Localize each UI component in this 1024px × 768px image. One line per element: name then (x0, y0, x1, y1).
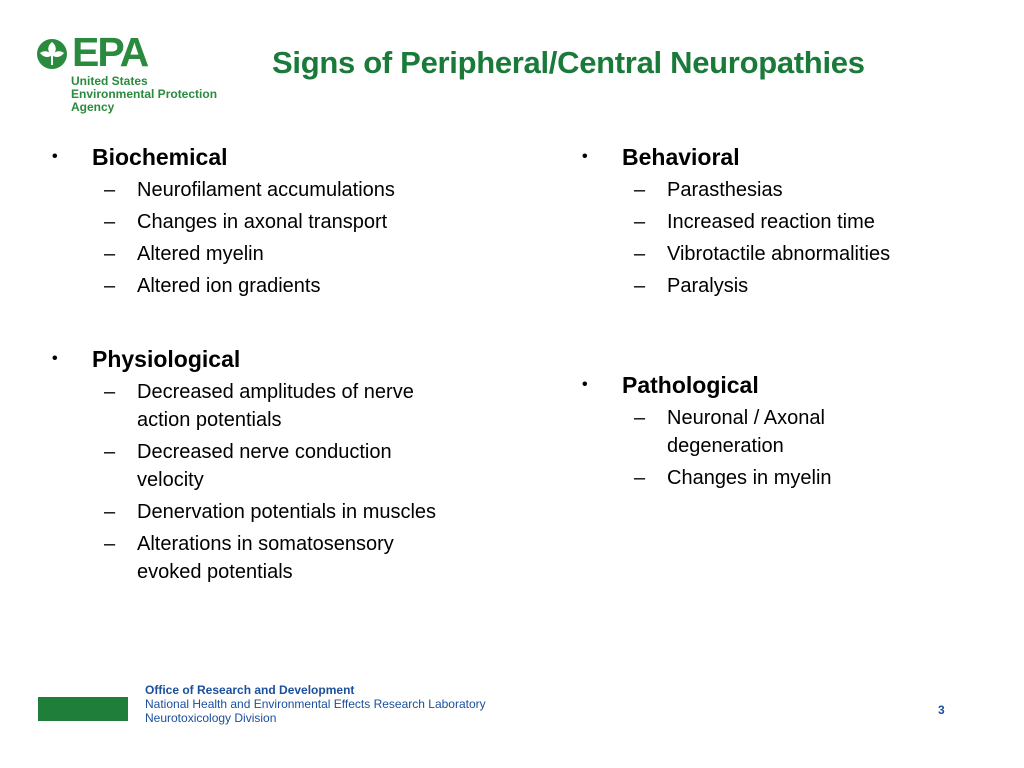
bullet-icon: • (52, 148, 58, 165)
logo-agency-name (71, 75, 217, 114)
dash-icon: – (104, 211, 116, 233)
group-heading: Physiological (92, 346, 241, 372)
group-physiological (52, 344, 502, 586)
dash-icon: – (104, 533, 116, 555)
list-item: – Denervation potentials in muscles (52, 498, 482, 526)
footer-division: Neurotoxicology Division (145, 711, 277, 725)
list-item: – Changes in myelin (582, 464, 962, 492)
list-item: – Alterations in somatosensory evoked potentials (52, 530, 482, 586)
group-heading: Pathological (622, 372, 759, 398)
item-list (582, 176, 962, 300)
slide-title: Signs of Peripheral/Central Neuropathies (272, 45, 865, 80)
dash-icon: – (634, 243, 646, 265)
bullet-icon: • (582, 376, 588, 393)
dash-icon: – (634, 467, 646, 489)
dash-icon: – (634, 275, 646, 297)
footer-office: Office of Research and Development (145, 683, 355, 697)
footer-text (145, 683, 486, 725)
group-heading: Biochemical (92, 144, 228, 170)
footer-bar (38, 697, 128, 721)
logo-letters: EPA (72, 29, 148, 75)
list-item: – Neuronal / Axonal degeneration (582, 404, 962, 460)
dash-icon: – (104, 441, 116, 463)
dash-icon: – (104, 179, 116, 201)
bullet-icon: • (52, 350, 58, 367)
bullet-icon: • (582, 148, 588, 165)
list-item: – Increased reaction time (582, 208, 962, 236)
item-list (52, 176, 502, 300)
list-item: – Changes in axonal transport (52, 208, 502, 236)
dash-icon: – (634, 407, 646, 429)
dash-icon: – (104, 381, 116, 403)
right-column (582, 142, 962, 496)
logo-line-3: Agency (71, 100, 115, 114)
epa-flower-icon (36, 38, 68, 70)
group-pathological (582, 370, 962, 492)
group-behavioral (582, 142, 962, 300)
list-item: – Altered myelin (52, 240, 502, 268)
item-list (582, 404, 962, 492)
dash-icon: – (104, 243, 116, 265)
list-item: – Vibrotactile abnormalities (582, 240, 962, 268)
dash-icon: – (104, 275, 116, 297)
list-item: – Decreased nerve conduction velocity (52, 438, 482, 494)
left-column (52, 142, 502, 590)
epa-logo (36, 29, 226, 116)
page-number: 3 (938, 703, 945, 717)
group-heading: Behavioral (622, 144, 740, 170)
item-list (52, 378, 482, 586)
group-biochemical (52, 142, 502, 300)
list-item: – Paralysis (582, 272, 962, 300)
logo-line-2: Environmental Protection (71, 87, 218, 101)
dash-icon: – (104, 501, 116, 523)
list-item: – Altered ion gradients (52, 272, 502, 300)
list-item: – Neurofilament accumulations (52, 176, 502, 204)
list-item: – Parasthesias (582, 176, 962, 204)
logo-line-1: United States (71, 74, 148, 88)
list-item: – Decreased amplitudes of nerve action potentials (52, 378, 482, 434)
footer-laboratory: National Health and Environmental Effects Research Laboratory (145, 697, 486, 711)
dash-icon: – (634, 179, 646, 201)
dash-icon: – (634, 211, 646, 233)
